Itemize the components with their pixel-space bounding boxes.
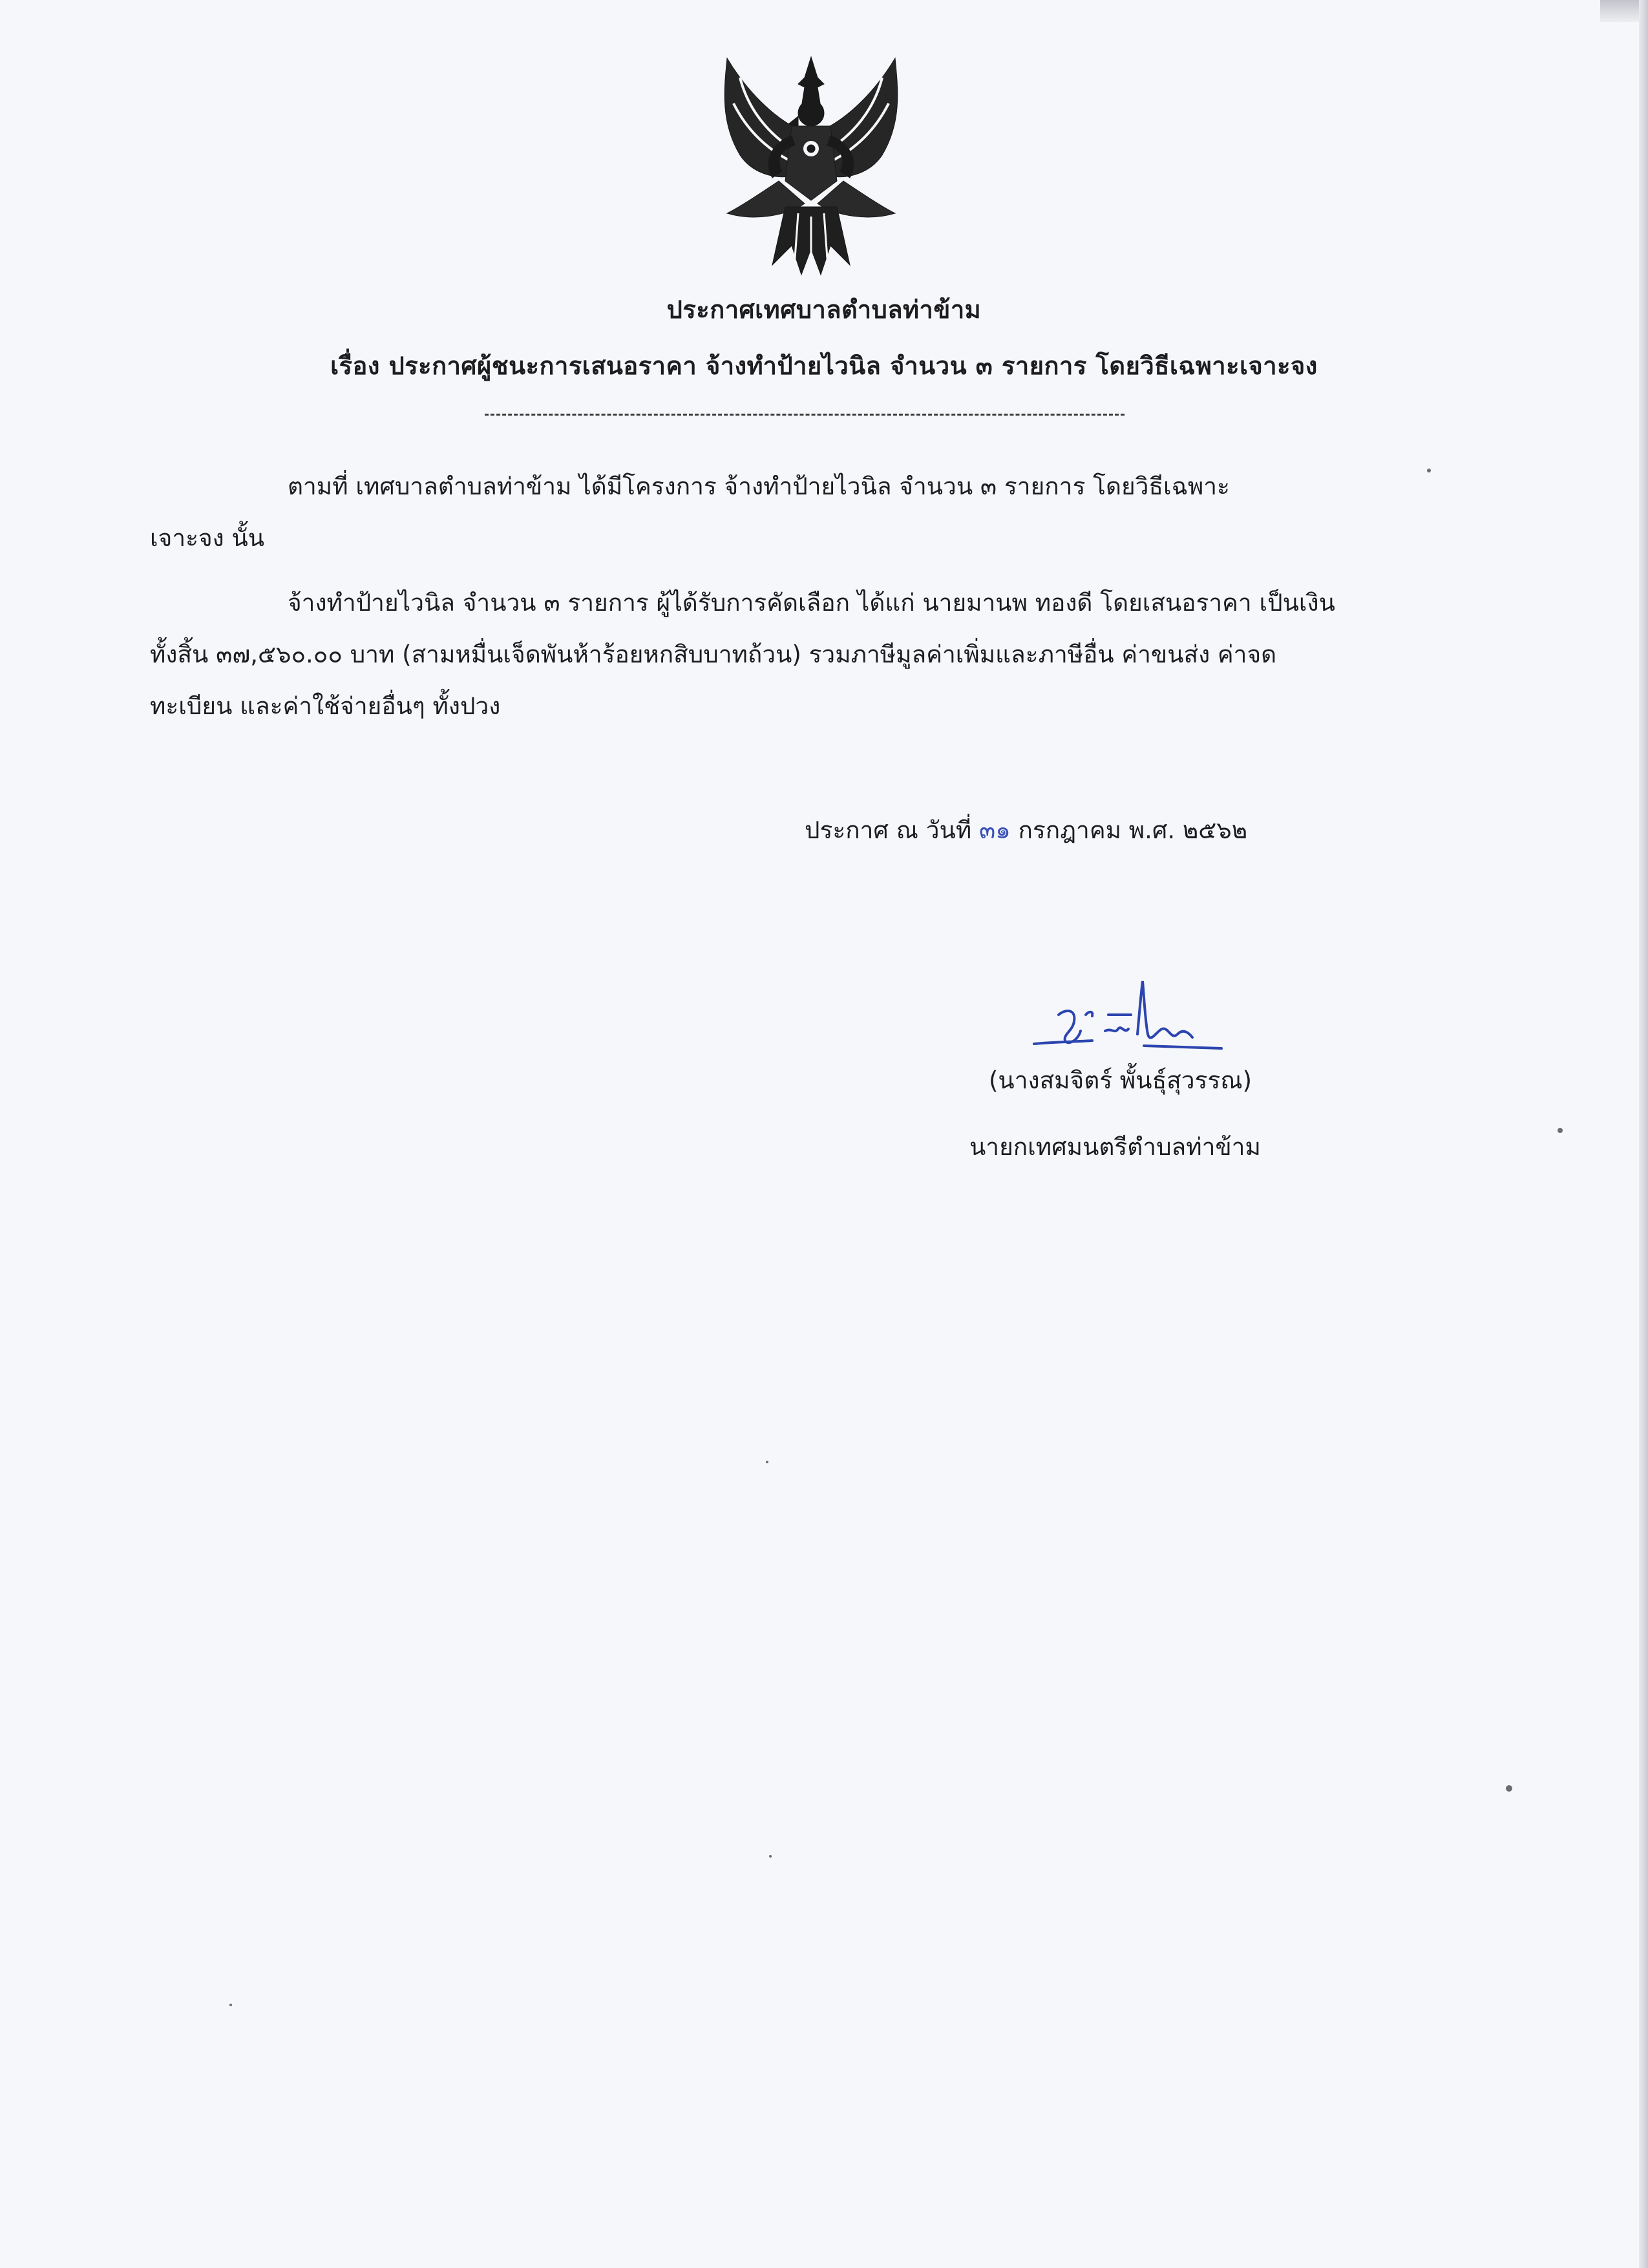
scan-speck [1506, 1785, 1512, 1792]
paragraph-1-line-1: ตามที่ เทศบาลตำบลท่าข้าม ได้มีโครงการ จ้างทำป้ายไวนิล จำนวน ๓ รายการ โดยวิธีเฉพาะ [288, 472, 1230, 500]
scan-speck [229, 2004, 232, 2006]
scan-edge [1639, 0, 1648, 2268]
paragraph-2-line-1: จ้างทำป้ายไวนิล จำนวน ๓ รายการ ผู้ได้รับการคัดเลือก ได้แก่ นายมานพ ทองดี โดยเสนอราคา เป็นเงิน [288, 589, 1335, 617]
scan-speck [1558, 1128, 1563, 1133]
paragraph-1-line-2: เจาะจง นั้น [150, 524, 265, 552]
paragraph-2-line-3: ทะเบียน และค่าใช้จ่ายอื่นๆ ทั้งปวง [150, 692, 501, 720]
paragraph-2-line-2: ทั้งสิ้น ๓๗,๕๖๐.๐๐ บาท (สามหมื่นเจ็ดพันห้าร้อยหกสิบบาทถ้วน) รวมภาษีมูลค่าเพิ่มและภาษีอื่น ค่าขนส่ง ค่าจด [150, 641, 1277, 668]
scan-corner [1600, 0, 1639, 22]
scan-speck [1427, 469, 1431, 472]
date-month-year: กรกฎาคม พ.ศ. ๒๕๖๒ [1018, 816, 1248, 844]
date-day: ๓๑ [978, 816, 1011, 844]
signatory-position: นายกเทศมนตรีตำบลท่าข้าม [969, 1133, 1261, 1161]
announcement-title: ประกาศเทศบาลตำบลท่าข้าม [666, 295, 982, 324]
announcement-date [805, 811, 1247, 849]
scan-speck [766, 1461, 768, 1463]
date-prefix: ประกาศ ณ วันที่ [805, 816, 972, 844]
subject-prefix: เรื่อง [330, 352, 380, 380]
signature-icon [1028, 970, 1247, 1060]
garuda-emblem-icon [701, 52, 921, 284]
subject-text: ประกาศผู้ชนะการเสนอราคา จ้างทำป้ายไวนิล จำนวน ๓ รายการ โดยวิธีเฉพาะเจาะจง [388, 352, 1318, 380]
scan-speck [769, 1855, 772, 1858]
signatory-name: (นางสมจิตร์ พั้นธุ์สุวรรณ) [989, 1066, 1252, 1094]
title-separator [485, 414, 1125, 416]
announcement-subject [0, 346, 1648, 385]
